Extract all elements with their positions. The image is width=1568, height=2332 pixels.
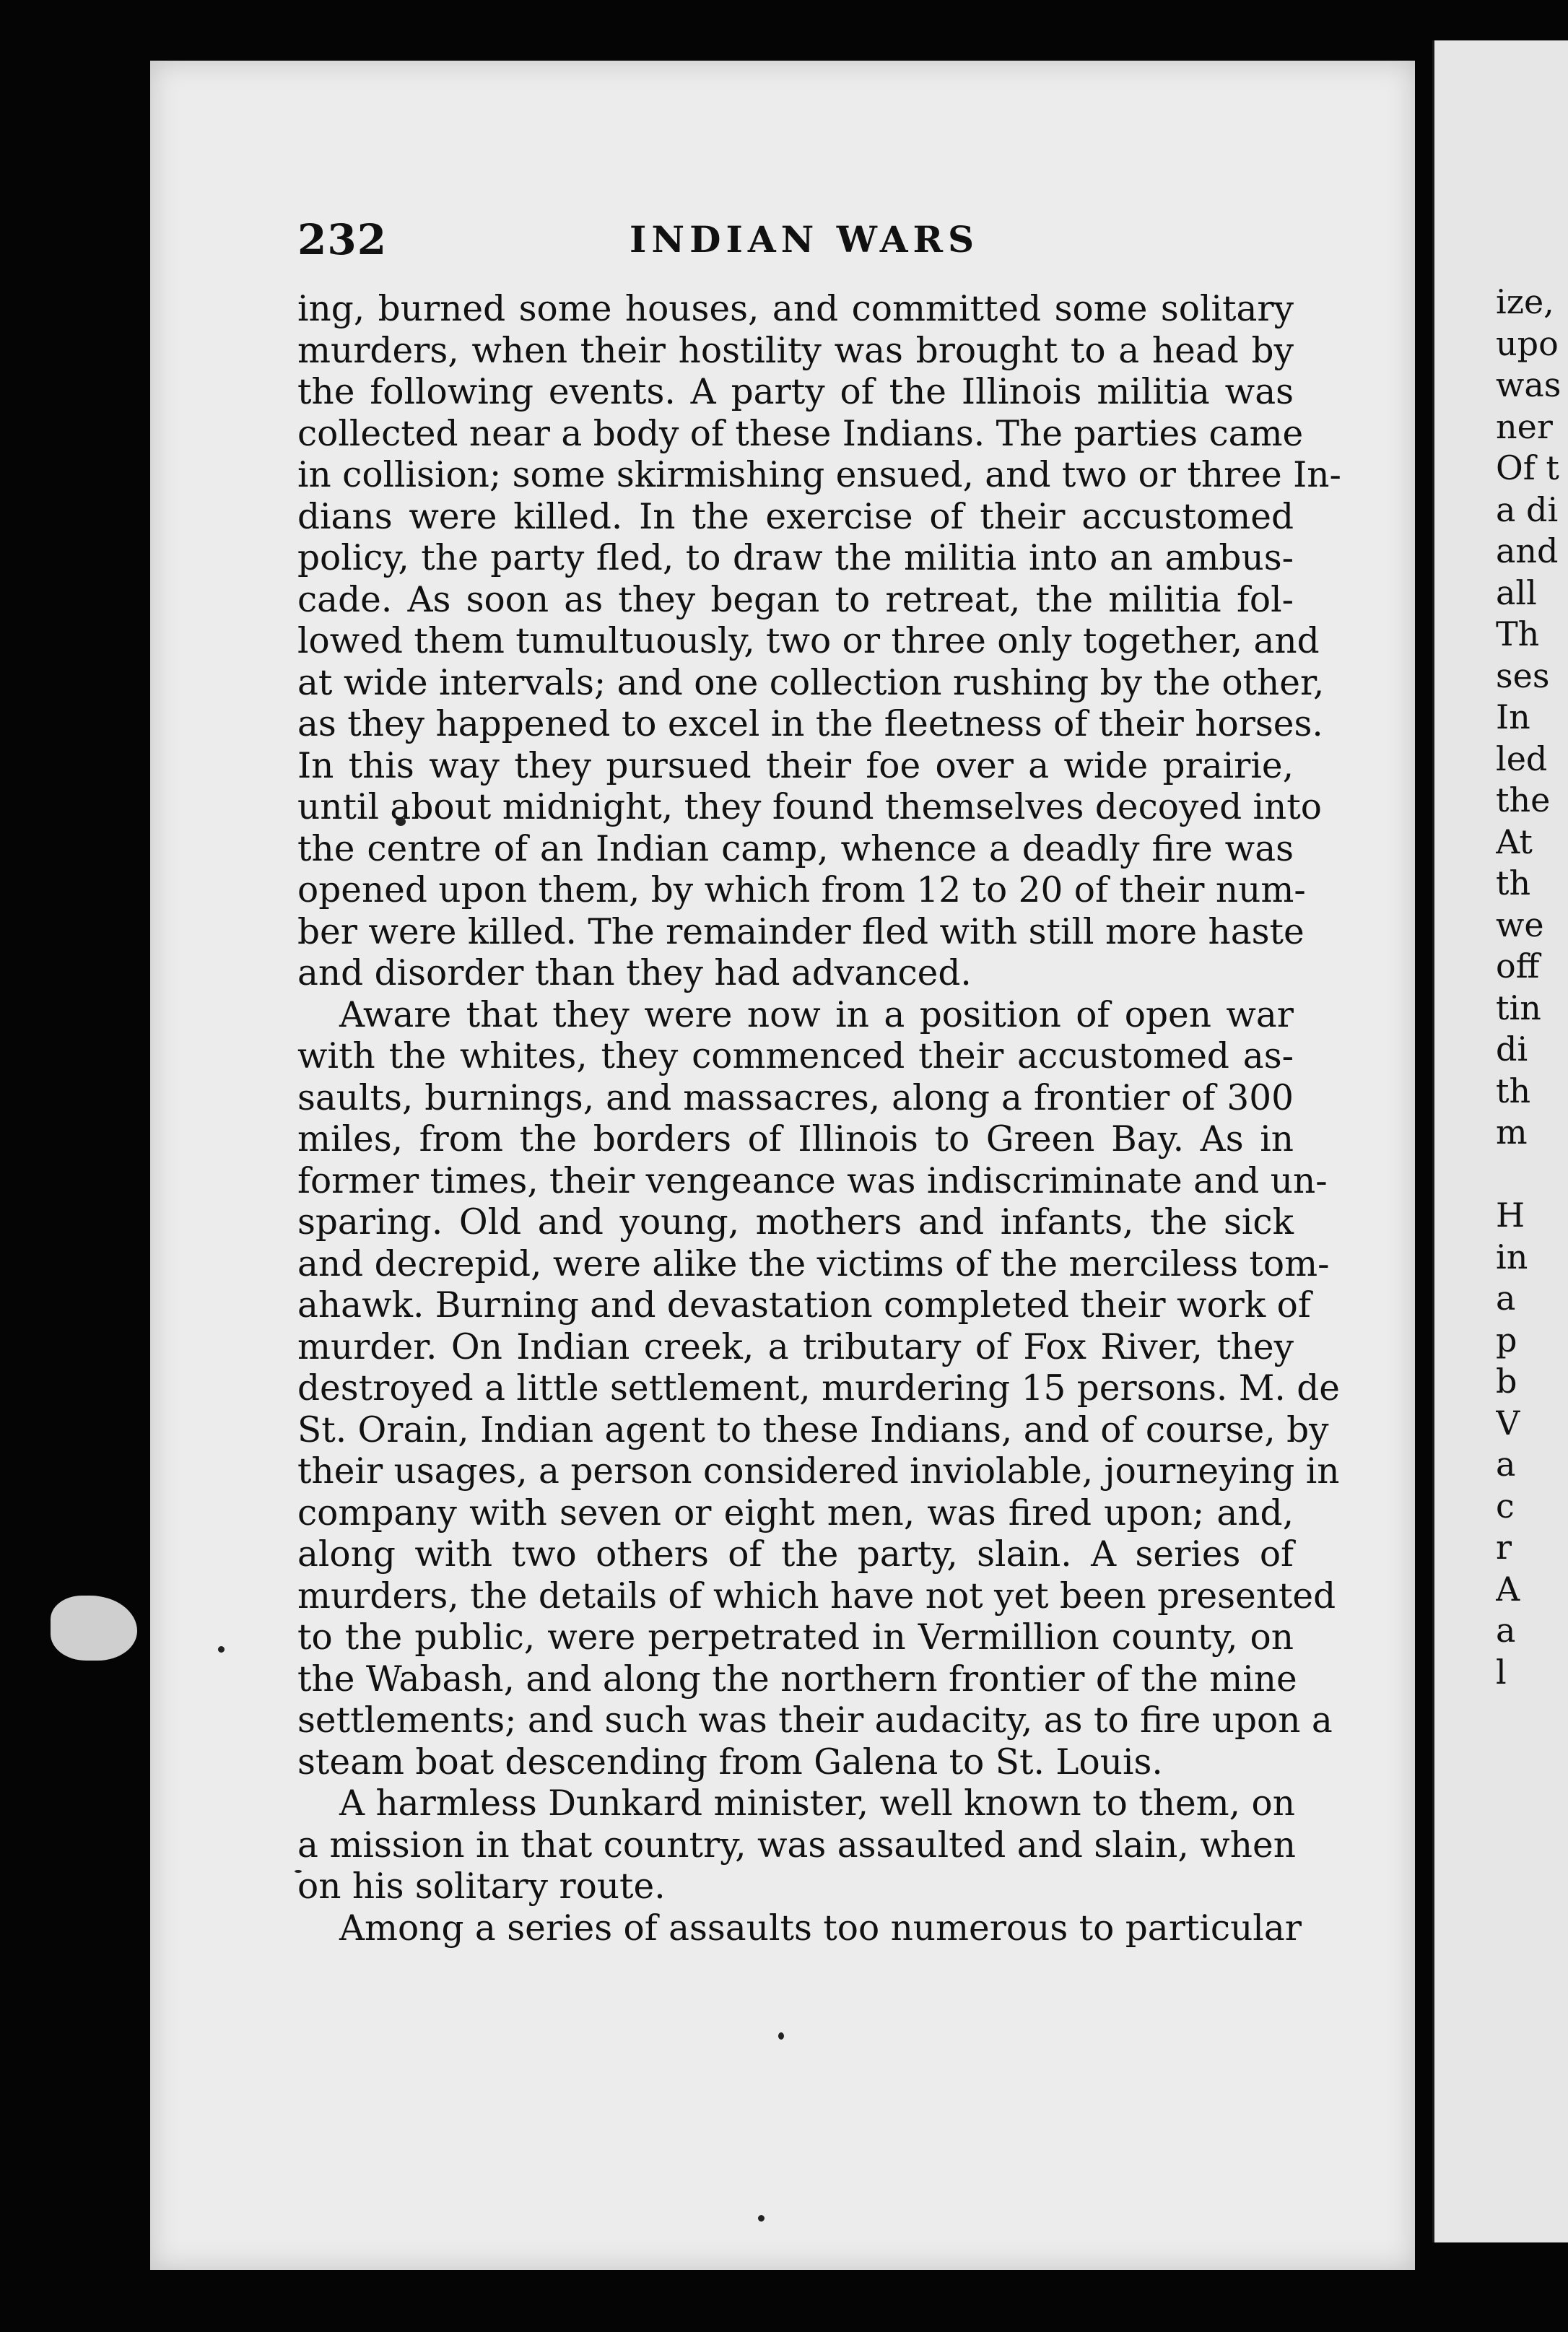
facing-page-fragment: A bbox=[1496, 1569, 1520, 1609]
text-line: at wide intervals; and one collection rushing by the other, bbox=[297, 662, 1325, 703]
text-line: settlements; and such was their audacity, as to fire upon a bbox=[297, 1700, 1333, 1741]
facing-page-fragment: c bbox=[1496, 1486, 1515, 1526]
text-line: murders, when their hostility was brought to a head by bbox=[297, 330, 1294, 371]
facing-page-fragment bbox=[1496, 1735, 1568, 1777]
facing-page-fragment: tin bbox=[1496, 988, 1541, 1027]
facing-page-fragment: Th bbox=[1496, 614, 1540, 653]
text-line: until about midnight, they found themselves decoyed into bbox=[297, 787, 1322, 827]
text-line: on his solitary route. bbox=[297, 1866, 666, 1907]
text-line: destroyed a little settlement, murdering 15 persons. M. de bbox=[297, 1368, 1340, 1409]
text-line: ahawk. Burning and devastation completed their work of bbox=[297, 1285, 1311, 1326]
page-number: 232 bbox=[297, 215, 388, 264]
text-line: A harmless Dunkard minister, well known to them, on bbox=[339, 1783, 1295, 1824]
text-line: St. Orain, Indian agent to these Indians, and of course, by bbox=[297, 1409, 1329, 1450]
text-line: ber were killed. The remainder fled with still more haste bbox=[297, 911, 1305, 952]
text-line: miles, from the borders of Illinois to Green Bay. As in bbox=[297, 1119, 1294, 1160]
ink-speck bbox=[218, 1646, 225, 1653]
text-line: to the public, were perpetrated in Vermillion county, on bbox=[297, 1617, 1294, 1658]
text-line: and decrepid, were alike the victims of the merciless tom- bbox=[297, 1243, 1330, 1284]
text-line: cade. As soon as they began to retreat, the militia fol- bbox=[297, 579, 1294, 620]
text-line: and disorder than they had advanced. bbox=[297, 953, 972, 993]
text-line: policy, the party fled, to draw the militia into an ambus- bbox=[297, 538, 1294, 578]
body-text bbox=[297, 289, 1341, 1949]
facing-page-fragment bbox=[1496, 1154, 1568, 1196]
text-line: a mission in that country, was assaulted and slain, when bbox=[297, 1824, 1296, 1866]
facing-page-fragment: In bbox=[1496, 697, 1530, 736]
text-line: the centre of an Indian camp, whence a deadly fire was bbox=[297, 828, 1294, 869]
paper-blemish bbox=[51, 1596, 137, 1661]
facing-page-fragment: b bbox=[1496, 1362, 1517, 1401]
ink-speck bbox=[758, 2215, 765, 2222]
text-line: ing, burned some houses, and committed some solitary bbox=[297, 289, 1294, 329]
running-title: INDIAN WARS bbox=[630, 218, 980, 261]
facing-page-fragment: all bbox=[1496, 573, 1537, 612]
facing-page-fragment bbox=[1496, 1818, 1568, 1860]
text-line: collected near a body of these Indians. The parties came bbox=[297, 413, 1304, 454]
facing-page-fragment bbox=[1496, 1776, 1568, 1818]
text-line: saults, burnings, and massacres, along a frontier of 300 bbox=[297, 1077, 1294, 1118]
facing-page-fragment bbox=[1496, 1901, 1568, 1943]
facing-page-fragment: m bbox=[1496, 1113, 1528, 1152]
text-line: their usages, a person considered inviolable, journeying in bbox=[297, 1451, 1340, 1492]
text-line: steam boat descending from Galena to St. Louis. bbox=[297, 1741, 1163, 1783]
text-line: the Wabash, and along the northern frontier of the mine bbox=[297, 1658, 1297, 1700]
facing-page-fragment: V bbox=[1496, 1403, 1520, 1443]
facing-page-fragment bbox=[1496, 1693, 1568, 1735]
ink-speck bbox=[778, 2032, 784, 2040]
facing-page-fragment: H bbox=[1496, 1196, 1525, 1235]
text-line: In this way they pursued their foe over a wide prairie, bbox=[297, 745, 1294, 786]
text-line: in collision; some skirmishing ensued, and two or three In- bbox=[297, 455, 1341, 495]
facing-page-fragment: l bbox=[1496, 1652, 1507, 1692]
text-line: opened upon them, by which from 12 to 20 of their num- bbox=[297, 870, 1306, 910]
text-line: murders, the details of which have not yet been presented bbox=[297, 1575, 1336, 1617]
text-line: company with seven or eight men, was fired upon; and, bbox=[297, 1492, 1294, 1533]
facing-page-fragment: p bbox=[1496, 1320, 1517, 1359]
facing-page-fragment bbox=[1496, 1859, 1568, 1901]
text-line: with the whites, they commenced their accustomed as- bbox=[297, 1036, 1294, 1076]
facing-page-fragment: a bbox=[1496, 1445, 1516, 1484]
facing-page-fragment: in bbox=[1496, 1237, 1528, 1276]
facing-page-fragment: and bbox=[1496, 531, 1559, 570]
text-line: murder. On Indian creek, a tributary of Fox River, they bbox=[297, 1326, 1294, 1367]
facing-page-fragment: ner bbox=[1496, 406, 1553, 446]
running-head bbox=[297, 215, 1294, 273]
facing-page-text bbox=[1496, 282, 1568, 1942]
facing-page-fragment: upo bbox=[1496, 323, 1559, 363]
facing-page-fragment: th bbox=[1496, 1071, 1531, 1110]
facing-page-fragment: At bbox=[1496, 822, 1533, 861]
facing-page-fragment: was bbox=[1496, 365, 1562, 404]
facing-page-fragment: r bbox=[1496, 1528, 1512, 1567]
facing-page-fragment: di bbox=[1496, 1030, 1528, 1069]
facing-page-fragment: off bbox=[1496, 947, 1540, 986]
text-line: dians were killed. In the exercise of their accustomed bbox=[297, 496, 1294, 537]
facing-page-fragment: the bbox=[1496, 780, 1551, 819]
text-line: the following events. A party of the Illinois militia was bbox=[297, 372, 1294, 412]
facing-page-fragment: a di bbox=[1496, 490, 1559, 529]
text-line: lowed them tumultuously, two or three only together, and bbox=[297, 621, 1320, 661]
facing-page-fragment: a bbox=[1496, 1279, 1516, 1318]
text-line: along with two others of the party, slain. A series of bbox=[297, 1534, 1294, 1575]
text-line: former times, their vengeance was indiscriminate and un- bbox=[297, 1160, 1328, 1201]
facing-page-fragment: ses bbox=[1496, 656, 1550, 695]
text-line: sparing. Old and young, mothers and infants, the sick bbox=[297, 1202, 1294, 1243]
facing-page-fragment: Of t bbox=[1496, 448, 1559, 487]
facing-page-fragment: ize, bbox=[1496, 282, 1554, 321]
text-line: as they happened to excel in the fleetness of their horses. bbox=[297, 704, 1323, 744]
facing-page-fragment: led bbox=[1496, 739, 1548, 778]
facing-page-fragment: we bbox=[1496, 905, 1544, 944]
text-line: Aware that they were now in a position of open war bbox=[339, 994, 1294, 1035]
facing-page-fragment: a bbox=[1496, 1611, 1516, 1650]
text-line: Among a series of assaults too numerous to particular bbox=[339, 1907, 1302, 1949]
facing-page-fragment: th bbox=[1496, 863, 1531, 902]
